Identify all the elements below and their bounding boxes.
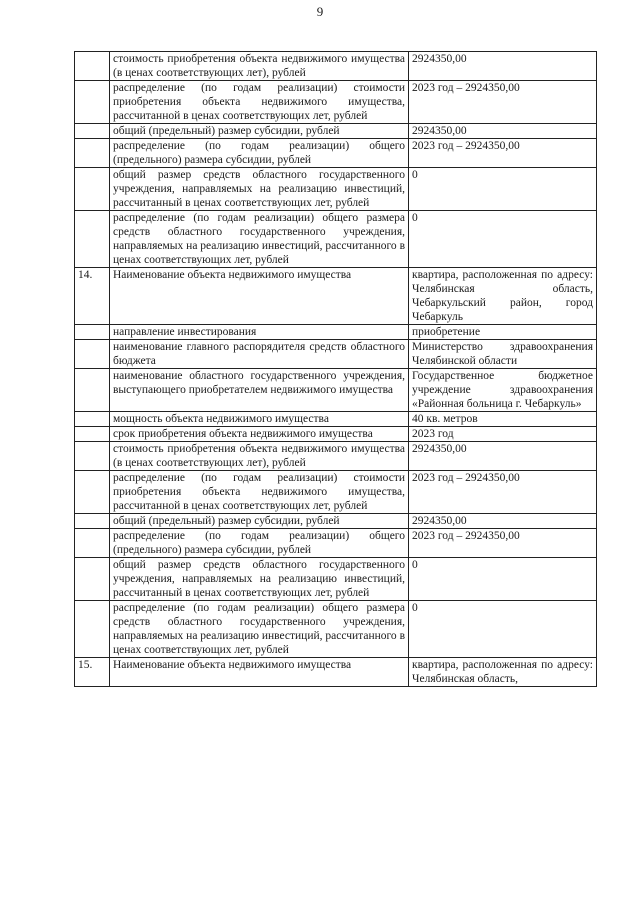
table-row [75,268,597,325]
table-row [75,168,597,211]
row-number [75,442,110,471]
row-value: 2023 год [409,427,597,442]
row-number [75,168,110,211]
row-description: наименование главного распорядителя средств областного бюджета [110,340,409,369]
row-description: распределение (по годам реализации) общего (предельного) размера субсидии, рублей [110,139,409,168]
row-description: распределение (по годам реализации) стоимости приобретения объекта недвижимого имущества, рассчитанной в ценах соответствующих лет, рублей [110,471,409,514]
row-value: 0 [409,211,597,268]
row-description: общий (предельный) размер субсидии, рублей [110,124,409,139]
row-number [75,412,110,427]
table-row [75,529,597,558]
row-number [75,52,110,81]
row-value: 2023 год – 2924350,00 [409,529,597,558]
row-description: направление инвестирования [110,325,409,340]
table-row [75,139,597,168]
row-description: общий (предельный) размер субсидии, рублей [110,514,409,529]
row-description: Наименование объекта недвижимого имущества [110,658,409,687]
row-number [75,139,110,168]
table-row [75,658,597,687]
row-description: стоимость приобретения объекта недвижимого имущества (в ценах соответствующих лет), рублей [110,52,409,81]
row-description: распределение (по годам реализации) стоимости приобретения объекта недвижимого имущества, рассчитанной в ценах соответствующих лет, рублей [110,81,409,124]
table-row [75,427,597,442]
row-number [75,601,110,658]
row-value: 2023 год – 2924350,00 [409,471,597,514]
table-row [75,369,597,412]
row-number [75,427,110,442]
row-value: 2023 год – 2924350,00 [409,81,597,124]
table-row [75,471,597,514]
row-number [75,471,110,514]
row-number [75,529,110,558]
row-value: Государственное бюджетное учреждение здравоохранения «Районная больница г. Чебаркуль» [409,369,597,412]
row-number [75,211,110,268]
table-row [75,340,597,369]
row-value: 0 [409,558,597,601]
row-value: 2924350,00 [409,442,597,471]
row-value: 40 кв. метров [409,412,597,427]
row-description: общий размер средств областного государственного учреждения, направляемых на реализацию инвестиций, рассчитанный в ценах соответствующих лет, рублей [110,558,409,601]
row-number [75,558,110,601]
table-row [75,81,597,124]
table-row [75,325,597,340]
row-value: 0 [409,601,597,658]
row-number: 14. [75,268,110,325]
table-row [75,442,597,471]
row-value: квартира, расположенная по адресу: Челябинская область, [409,658,597,687]
row-description: распределение (по годам реализации) общего размера средств областного государственного учреждения, направляемых на реализацию инвестиций, рассчитанного в ценах соответствующих лет, рублей [110,211,409,268]
row-value: 2924350,00 [409,514,597,529]
table-row [75,558,597,601]
row-description: мощность объекта недвижимого имущества [110,412,409,427]
row-number [75,514,110,529]
row-number [75,81,110,124]
row-description: стоимость приобретения объекта недвижимого имущества (в ценах соответствующих лет), рублей [110,442,409,471]
row-number [75,124,110,139]
table-row [75,514,597,529]
row-value: 2924350,00 [409,124,597,139]
row-number: 15. [75,658,110,687]
table-row [75,52,597,81]
row-value: 2023 год – 2924350,00 [409,139,597,168]
row-number [75,340,110,369]
row-value: 0 [409,168,597,211]
table-row [75,412,597,427]
row-value: 2924350,00 [409,52,597,81]
table-row [75,211,597,268]
row-description: распределение (по годам реализации) общего (предельного) размера субсидии, рублей [110,529,409,558]
row-description: распределение (по годам реализации) общего размера средств областного государственного учреждения, направляемых на реализацию инвестиций, рассчитанного в ценах соответствующих лет, рублей [110,601,409,658]
table-row [75,601,597,658]
row-number [75,325,110,340]
row-description: наименование областного государственного учреждения, выступающего приобретателем недвижимого имущества [110,369,409,412]
row-number [75,369,110,412]
row-description: Наименование объекта недвижимого имущества [110,268,409,325]
row-description: срок приобретения объекта недвижимого имущества [110,427,409,442]
row-value: квартира, расположенная по адресу: Челябинская область, Чебаркульский район, город Чебаркуль [409,268,597,325]
row-description: общий размер средств областного государственного учреждения, направляемых на реализацию инвестиций, рассчитанный в ценах соответствующих лет, рублей [110,168,409,211]
investment-table [74,51,597,687]
page-number: 9 [316,4,324,19]
row-value: приобретение [409,325,597,340]
table-row [75,124,597,139]
row-value: Министерство здравоохранения Челябинской области [409,340,597,369]
